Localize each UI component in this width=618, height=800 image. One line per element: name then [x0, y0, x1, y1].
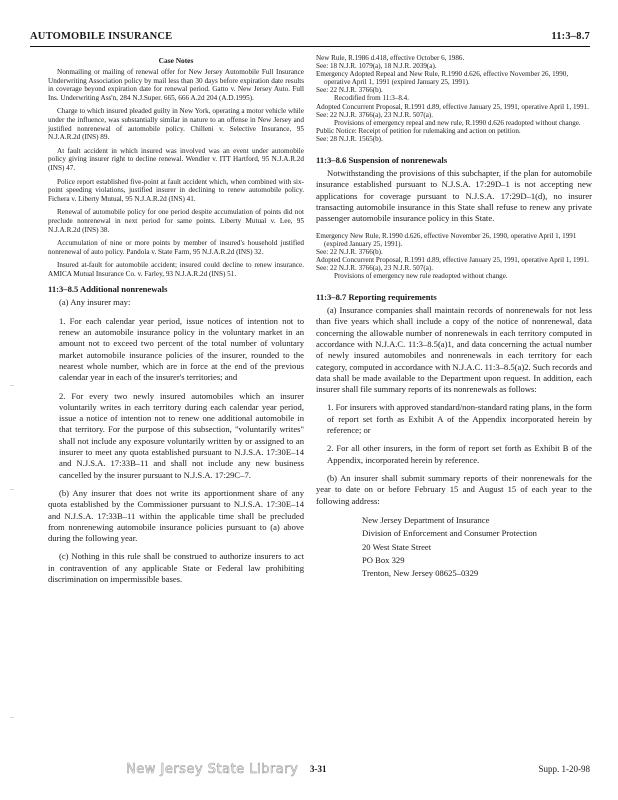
address-line: New Jersey Department of Insurance — [362, 514, 490, 525]
history-note: New Rule, R.1986 d.418, effective October 6, 1986. — [316, 54, 465, 62]
history-note: See: 22 N.J.R. 3766(a), 23 N.J.R. 507(a). — [316, 263, 434, 272]
paragraph-8-5-a: (a) Any insurer may: — [59, 297, 131, 308]
right-column — [316, 54, 592, 581]
margin-mark: – — [10, 380, 14, 389]
header-title: AUTOMOBILE INSURANCE — [30, 31, 173, 42]
history-note: See: 22 N.J.R. 3766(b). — [316, 86, 383, 95]
paragraph-8-6: Notwithstanding the provisions of this subchapter, if the plan for automobile insurance established pursuant to N.J.S.A. 17:29D–1 is not accepting new applications for coverage pursuant to N.J.S.A. 17:29D–1(d), no insurer transacting automobile insurance in this State shall refuse to renew any private passenger automobile insurance policy in this State. — [316, 168, 592, 224]
address-line: PO Box 329 — [362, 555, 405, 566]
case-note: Renewal of automobile policy for one period despite accumulation of points did not preclude nonrenewal in next period for same points. Liberty Mutual v. Lee, 95 N.J.A.R.2d (INS) 38. — [48, 208, 304, 234]
case-note: Insured at-fault for automobile accident; insured could decline to renew insurance. AMICA Mutual Insurance Co. v. Farley, 93 N.J.A.R.2d (INS) 51. — [48, 261, 304, 278]
history-note: Emergency New Rule, R.1990 d.626, effective November 26, 1990, operative April 1, 1991 (expired January 25, 1991). — [316, 231, 577, 248]
paragraph-8-7-b: (b) An insurer shall submit summary reports of their nonrenewals for the year to date on or before February 15 and August 15 of each year to the following address: — [316, 472, 592, 506]
margin-mark: – — [10, 484, 14, 493]
paragraph-8-7-a1: 1. For insurers with approved standard/non-standard rating plans, in the form of report set forth as Exhibit A of the Appendix incorporated herein by reference; or — [327, 402, 592, 436]
address-line: Trenton, New Jersey 08625–0329 — [362, 568, 479, 579]
paragraph-8-5-a1: 1. For each calendar year period, issue notices of intention not to renew an automobile insurance policy in the voluntary market in an amount not to exceed two percent of the total number of voluntary market automobile insurance policies of the insurer, rounded to the nearest whole number, which are in force at the end of the previous calendar year in each of the insurer's territories; and — [59, 315, 304, 383]
case-note: Nonmailing or mailing of renewal offer for New Jersey Automobile Full Insurance Underwriting Association policy by mail less than 30 days before expiration date results in coverage beyond expiration date for renewal period. Gatto v. New Jersey Auto. Full Ins. Underwriting Ass'n, 284 N.J.Super. 665, 666 A.2d 204 (A.D.1995). — [48, 68, 304, 102]
section-heading-8-6: 11:3–8.6 Suspension of nonrenewals — [316, 155, 448, 166]
history-note: Emergency Adopted Repeal and New Rule, R.1990 d.626, effective November 26, 1990, operative April 1, 1991 (expired January 25, 1991). — [316, 70, 569, 87]
case-notes-title: Case Notes — [158, 56, 194, 65]
case-note: Accumulation of nine or more points by member of insured's household justified nonrenewal of auto policy. Pandola v. State Farm, 95 N.J.A.R.2d (INS) 32. — [48, 239, 304, 256]
section-heading-8-7: 11:3–8.7 Reporting requirements — [316, 292, 437, 303]
margin-mark: – — [10, 712, 14, 721]
paragraph-8-5-b: (b) Any insurer that does not write its apportionment share of any quota established by the Commissioner pursuant to N.J.S.A. 17:30E–14 and N.J.S.A. 17:33B–11 within the applicable time shall be precluded from nonrenewing automobile insurance policies pursuant to (a) above during the following year. — [48, 487, 304, 544]
history-note: Provisions of emergency repeal and new rule, R.1990 d.626 readopted without change. — [334, 118, 581, 127]
history-note: See: 22 N.J.R. 3766(b). — [316, 247, 383, 256]
address-line: 20 West State Street — [362, 541, 432, 552]
history-note: Provisions of emergency new rule readopted without change. — [334, 271, 508, 280]
paragraph-8-5-a2: 2. For every two newly insured automobiles which an insurer voluntarily writes in each territory during each calendar year period, issue a notice of intention not to renew one additional automobile in that territory. For the purpose of this subsection, "voluntarily writes" shall not include any exposure voluntarily written by or assigned to an insurer to meet any quota established pursuant to N.J.S.A. 17:30E–14 and N.J.S.A. 17:33B–11 and shall not include any new business cancelled by the insurer pursuant to N.J.S.A. 17:29C–7. — [59, 390, 304, 480]
library-stamp: New Jersey State Library — [126, 762, 299, 777]
paragraph-8-7-a: (a) Insurance companies shall maintain records of nonrenewals for not less than five years which shall include a copy of the notice of nonrenewal, data concerning the allowable number of nonrenewals in each territory computed in accordance with N.J.A.C. 11:3–8.5(a)1, and data concerning the actual number of newly insured automobiles and nonrenewals in each territory for each category, computed in accordance with N.J.A.C. 11:3–8.5(a)2. Such records and data shall be made available to the Department upon request. In addition, each insurer shall file summary reports of its nonrenewals as follows: — [316, 305, 592, 395]
paragraph-8-7-a2: 2. For all other insurers, in the form of report set forth as Exhibit B of the Appendix, incorporated herein by reference. — [327, 443, 592, 465]
case-note: Charge to which insured pleaded guilty in New York, operating a motor vehicle while under the influence, was substantially similar in nature to an offense in New Jersey and justified nonrenewal of automobile policy. Chilleni v. Selective Insurance, 95 N.J.A.R.2d (INS) 89. — [48, 107, 304, 142]
section-heading-8-5: 11:3–8.5 Additional nonrenewals — [48, 284, 168, 295]
header-section: 11:3–8.7 — [551, 31, 590, 42]
left-column — [48, 54, 304, 592]
paragraph-8-5-c: (c) Nothing in this rule shall be construed to authorize insurers to act in contravention of any applicable State or Federal law prohibiting discrimination on impermissible bases. — [48, 551, 304, 584]
page-number: 3-31 — [310, 764, 327, 774]
page-footer — [30, 760, 590, 780]
history-note: See: 18 N.J.R. 1079(a), 18 N.J.R. 2039(a). — [316, 62, 437, 71]
history-note: See: 22 N.J.R. 3766(a), 23 N.J.R. 507(a). — [316, 110, 434, 119]
history-note: Adopted Concurrent Proposal, R.1991 d.89, effective January 25, 1991, operative April 1, 1991. — [316, 102, 589, 111]
history-note: Public Notice: Receipt of petition for rulemaking and action on petition. — [316, 126, 521, 135]
running-header — [30, 30, 590, 47]
address-line: Division of Enforcement and Consumer Protection — [362, 528, 537, 539]
case-note: Police report established five-point at fault accident which, when combined with six-point speeding violations, justified insurer in declining to renew automobile policy. Fichera v. Liberty Mutual, 95 N.J.A.R.2d (INS) 41. — [48, 177, 304, 203]
history-note: Adopted Concurrent Proposal, R.1991 d.89, effective January 25, 1991, operative April 1, 1991. — [316, 255, 589, 264]
history-note: Recodified from 11:3–8.4. — [334, 94, 409, 103]
case-note: At fault accident in which insured was involved was an event under automobile policy giving insurer right to decline renewal. Wendler v. ITT Hartford, 95 N.J.A.R.2d (INS) 47. — [48, 146, 304, 172]
supplement-date: Supp. 1-20-98 — [538, 764, 590, 774]
history-note: See: 28 N.J.R. 1565(b). — [316, 134, 383, 143]
